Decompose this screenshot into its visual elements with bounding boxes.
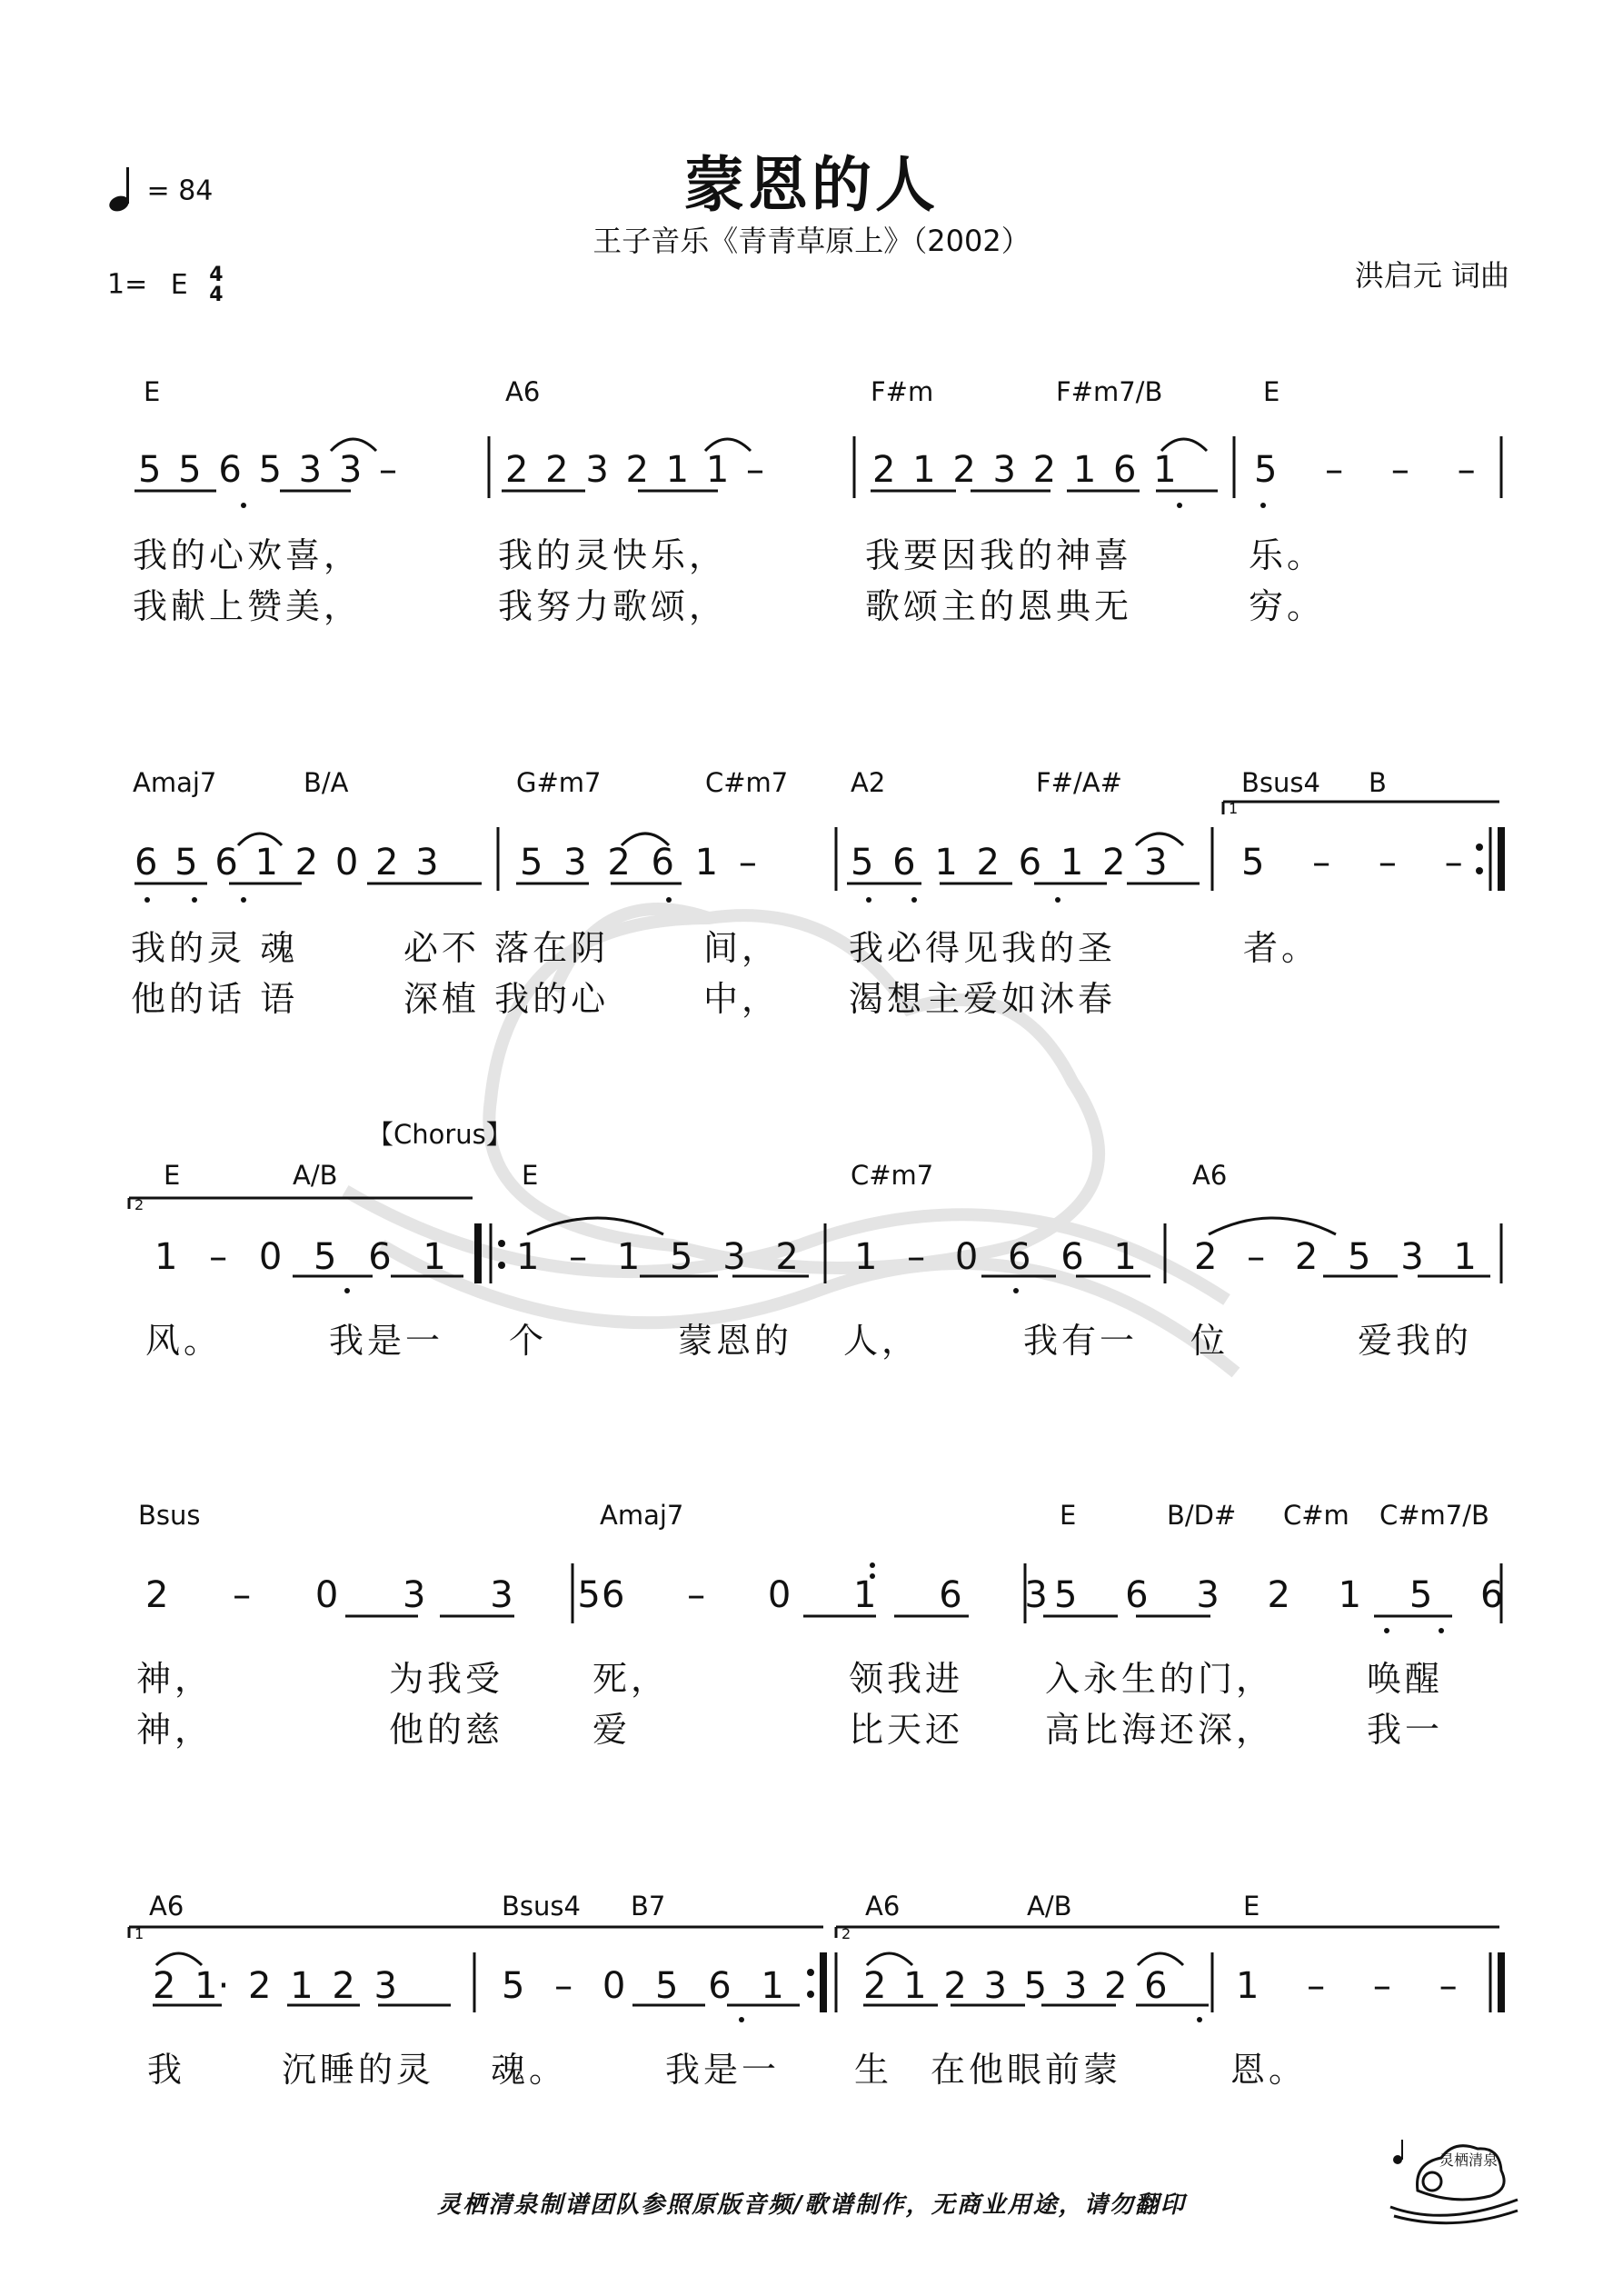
- chord: Bsus4: [1241, 767, 1320, 798]
- lyric: 沉睡的灵: [282, 2050, 435, 2090]
- lyric: 我的心欢喜，: [133, 535, 363, 575]
- chord: C#m7/B: [1379, 1500, 1489, 1531]
- lyric: 恩。: [1230, 2050, 1308, 2090]
- chord: Amaj7: [133, 767, 217, 798]
- lyric: 歌颂主的恩典无: [865, 586, 1133, 626]
- chord: E: [144, 376, 161, 407]
- logo-text: 灵栖清泉: [1439, 2151, 1499, 2169]
- chord: Bsus: [138, 1500, 201, 1531]
- lyric: 蒙恩的: [678, 1321, 793, 1361]
- measure-notes: 2 1 2 3 2 1 6 1: [872, 449, 1177, 491]
- lyric: 个: [509, 1321, 548, 1361]
- lyric: 神，: [136, 1710, 214, 1750]
- lyric: 我的灵快乐，: [498, 535, 728, 575]
- chord: A/B: [1027, 1891, 1072, 1922]
- chord: E: [164, 1160, 181, 1191]
- lyric: 我: [147, 2050, 186, 2090]
- chord: E: [522, 1160, 539, 1191]
- lyric: 我必得见我的圣: [849, 928, 1117, 968]
- measure-notes: 5 – – –: [1254, 449, 1476, 491]
- measure-notes: 1 – 1 5 3 2: [516, 1236, 799, 1278]
- chord: F#m7/B: [1056, 376, 1163, 407]
- lyric: 爱我的: [1358, 1321, 1473, 1361]
- measure-notes: 2 1· 2 1 2 3: [153, 1965, 397, 2007]
- song-title: 蒙恩的人: [684, 150, 939, 220]
- chord: B/D#: [1167, 1500, 1237, 1531]
- lyric: 中，: [703, 979, 781, 1019]
- measure-notes: 5 5 6 5 3 3 –: [138, 449, 397, 491]
- lyric: 深植 我的心: [403, 979, 610, 1019]
- lyric: 者。: [1243, 928, 1320, 968]
- lyric: 风。: [145, 1321, 223, 1361]
- chord: Amaj7: [600, 1500, 684, 1531]
- measure-notes: 1 – 0 6 6 1: [854, 1236, 1137, 1278]
- chord: C#m7: [705, 767, 789, 798]
- lyric: 我献上赞美，: [133, 586, 363, 626]
- chord: A6: [149, 1891, 184, 1922]
- lyric: 我的灵 魂: [131, 928, 299, 968]
- lyric: 领我进: [849, 1659, 964, 1699]
- chord: A6: [865, 1891, 901, 1922]
- measure-notes: 2 2 3 2 1 1 –: [505, 449, 764, 491]
- lyric: 为我受: [389, 1659, 504, 1699]
- lyric: 位: [1190, 1321, 1230, 1361]
- lyric: 魂。: [491, 2050, 568, 2090]
- lyric: 渴想主爱如沐春: [849, 979, 1117, 1019]
- lyric: 我要因我的神喜: [865, 535, 1133, 575]
- measure-notes: 2 1 2 3 5 3 2 6: [863, 1965, 1168, 2007]
- lyric: 他的话 语: [131, 979, 299, 1019]
- lyric: 间，: [703, 928, 781, 968]
- lyric: 神，: [136, 1659, 214, 1699]
- measure-notes: 6 5 6 1 2 0 2 3: [134, 842, 439, 883]
- lyric: 我是一: [665, 2050, 781, 2090]
- chord: A6: [505, 376, 541, 407]
- tempo-value: = 84: [146, 175, 214, 207]
- lyric: 我有一: [1023, 1321, 1139, 1361]
- measure-notes: 5 – – –: [1241, 842, 1463, 883]
- chord: C#m7: [851, 1160, 934, 1191]
- time-signature-top: 4: [209, 264, 224, 286]
- chorus-label: 【Chorus】: [367, 1119, 513, 1150]
- chord: E: [1060, 1500, 1077, 1531]
- measure-notes: 5 6 3 2 1 5 6: [1054, 1574, 1504, 1616]
- chord: B/A: [304, 767, 349, 798]
- measure-notes: 5 6 1 2 6 1 2 3: [851, 842, 1168, 883]
- lyric: 必不 落在阴: [403, 928, 610, 968]
- measure-notes: 2 – 0 3 3 5: [145, 1574, 601, 1616]
- chord: B7: [631, 1891, 666, 1922]
- measure-notes: 5 3 2 6 1 –: [520, 842, 757, 883]
- volta-number: 1: [134, 1925, 144, 1942]
- key-prefix: 1=: [107, 268, 148, 301]
- lyric: 我是一: [329, 1321, 444, 1361]
- lyric: 乐。: [1249, 535, 1326, 575]
- measure-notes: 1 – 0 5 6 1: [154, 1236, 446, 1278]
- chord: E: [1263, 376, 1280, 407]
- lyric: 我一: [1367, 1710, 1444, 1750]
- measure-notes: 2 – 2 5 3 1: [1194, 1236, 1477, 1278]
- measure-notes: 6 – 0 1 6 3: [602, 1574, 1048, 1616]
- chord: A/B: [293, 1160, 338, 1191]
- chord: A6: [1192, 1160, 1228, 1191]
- chord: G#m7: [516, 767, 602, 798]
- lyric: 死，: [592, 1659, 670, 1699]
- time-signature-bottom: 4: [209, 284, 224, 306]
- lyric: 我努力歌颂，: [498, 586, 728, 626]
- volta-number: 1: [1229, 800, 1239, 817]
- volta-number: 2: [841, 1925, 851, 1942]
- key-letter: E: [170, 268, 188, 301]
- lyric: 穷。: [1249, 586, 1326, 626]
- measure-notes: 5 – 0 5 6 1: [502, 1965, 784, 2007]
- lyric: 入永生的门，: [1045, 1659, 1275, 1699]
- lyric: 在他眼前蒙: [931, 2050, 1122, 2090]
- footer-notice: 灵栖清泉制谱团队参照原版音频/歌谱制作，无商业用途，请勿翻印: [437, 2191, 1186, 2219]
- chord: F#/A#: [1036, 767, 1122, 798]
- volta-number: 2: [134, 1196, 144, 1213]
- lyric: 人，: [843, 1321, 921, 1361]
- composer-credit: 洪启元 词曲: [1354, 258, 1509, 293]
- chord: A2: [851, 767, 886, 798]
- chord: B: [1369, 767, 1387, 798]
- sheep-logo-icon: [1381, 2127, 1527, 2227]
- chord: C#m: [1283, 1500, 1349, 1531]
- chord: F#m: [871, 376, 934, 407]
- measure-notes: 1 – – –: [1236, 1965, 1458, 2007]
- chord: E: [1243, 1891, 1260, 1922]
- lyric: 他的慈: [389, 1710, 504, 1750]
- lyric: 生: [854, 2050, 893, 2090]
- song-subtitle: 王子音乐《青青草原上》（2002）: [592, 224, 1031, 258]
- chord: Bsus4: [502, 1891, 581, 1922]
- lyric: 比天还: [849, 1710, 964, 1750]
- lyric: 爱: [592, 1710, 632, 1750]
- lyric: 唤醒: [1367, 1659, 1444, 1699]
- lyric: 高比海还深，: [1045, 1710, 1275, 1750]
